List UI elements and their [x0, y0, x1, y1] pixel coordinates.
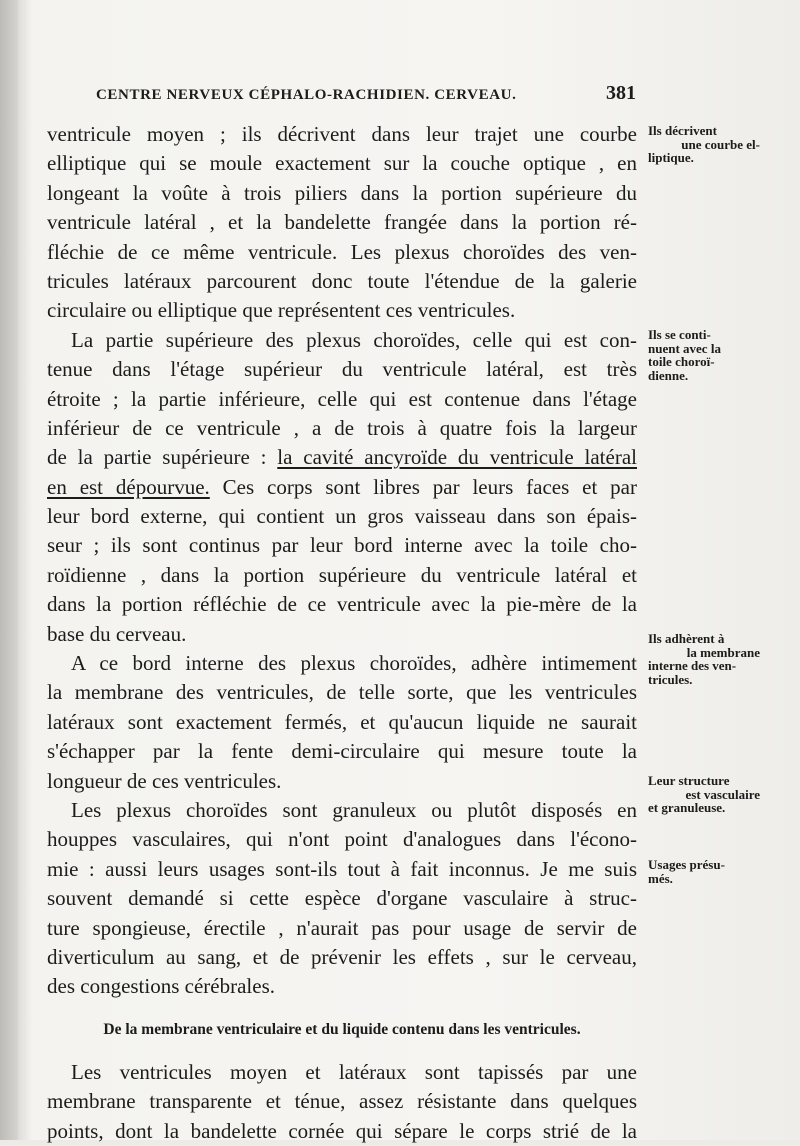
text-line: points, dont la bandelette cornée qui sépare le corps strié de la — [47, 1118, 637, 1143]
margin-note-line: liptique. — [648, 150, 694, 165]
margin-note-line: Ils décrivent — [648, 123, 717, 138]
margin-note-line: et granuleuse. — [648, 800, 726, 815]
text-line: longueur de ces ventricules. — [47, 768, 282, 793]
margin-note-line: nuent avec la — [648, 340, 721, 356]
margin-note-structure — [648, 774, 760, 815]
margin-note-line: est vasculaire — [685, 786, 760, 802]
margin-note-line: toile choroï- — [648, 354, 715, 369]
text-line: dans la portion réfléchie de ce ventricule avec la pie-mère de la — [47, 592, 637, 617]
text-fragment: de la partie supérieure : — [47, 445, 278, 470]
margin-note-usages — [648, 858, 760, 885]
text-line: s'échapper par la fente demi-circulaire qui mesure toute la — [47, 739, 637, 764]
text-line: diverticulum au sang, et de prévenir les effets , sur le cerveau, — [47, 944, 637, 969]
text-line: mie : aussi leurs usages sont-ils tout à fait inconnus. Je me suis — [47, 856, 637, 881]
margin-note-courbe — [648, 124, 760, 165]
running-title: CENTRE NERVEUX CÉPHALO-RACHIDIEN. CERVEAU. — [96, 87, 517, 103]
text-line: Les ventricules moyen et latéraux sont tapissés par une — [71, 1059, 637, 1084]
text-line: la membrane des ventricules, de telle sorte, que les ventricules — [47, 680, 637, 705]
text-line: tricules latéraux parcourent donc toute l'étendue de la galerie — [47, 268, 637, 293]
text-line: ventricule moyen ; ils décrivent dans leur trajet une courbe — [47, 122, 637, 146]
underlined-phrase: en est dépourvue. — [47, 474, 210, 499]
margin-note-line: tricules. — [648, 671, 693, 687]
text-fragment: Ces corps sont libres par leurs faces et par — [209, 474, 637, 499]
text-line: houppes vasculaires, qui n'ont point d'analogues dans l'écono- — [47, 827, 637, 852]
text-line: elliptique qui se moule exactement sur la couche optique , en — [47, 151, 637, 176]
margin-note-line: interne des ven- — [648, 658, 737, 673]
text-line: seur ; ils sont continus par leur bord interne avec la toile cho- — [47, 533, 637, 558]
text-line: souvent demandé si cette espèce d'organe vasculaire à struc- — [47, 886, 637, 911]
margin-note-line: Ils adhèrent à — [648, 631, 725, 646]
margin-note-membrane — [648, 632, 760, 686]
text-line: leur bord externe, qui contient un gros vaisseau dans son épais- — [47, 504, 637, 529]
text-line — [47, 473, 637, 502]
text-line: inférieur de ce ventricule , a de trois à quatre fois la largeur — [47, 415, 637, 440]
page-number: 381 — [606, 82, 636, 104]
text-line: base du cerveau. — [47, 621, 187, 646]
margin-note-toile — [648, 328, 760, 382]
margin-note-line: Leur structure — [648, 773, 730, 788]
margin-note-line: la membrane — [686, 644, 760, 660]
text-line: membrane transparente et ténue, assez résistante dans quelques — [47, 1089, 637, 1114]
text-line: circulaire ou elliptique que représentent ces ventricules. — [47, 298, 516, 323]
text-line: La partie supérieure des plexus choroïdes, celle qui est con- — [71, 327, 637, 352]
section-subheading: De la membrane ventriculaire et du liquide contenu dans les ventricules. — [103, 1020, 581, 1038]
text-line: Les plexus choroïdes sont granuleux ou plutôt disposés en — [71, 797, 637, 822]
text-line: ventricule latéral , et la bandelette frangée dans la portion ré- — [47, 210, 637, 235]
text-line: fléchie de ce même ventricule. Les plexus choroïdes des ven- — [47, 239, 637, 264]
text-line: latéraux sont exactement fermés, et qu'aucun liquide ne saurait — [47, 709, 637, 734]
text-line: roïdienne , dans la portion supérieure du ventricule latéral et — [47, 562, 637, 587]
text-line — [47, 443, 637, 472]
text-line: des congestions cérébrales. — [47, 974, 275, 999]
text-line: tenue dans l'étage supérieur du ventricule latéral, est très — [47, 357, 637, 382]
text-line: A ce bord interne des plexus choroïdes, adhère intimement — [71, 651, 637, 676]
page-binding-edge — [0, 0, 18, 1140]
text-line: ture spongieuse, érectile , n'aurait pas pour usage de servir de — [47, 915, 637, 940]
margin-note-line: més. — [648, 870, 673, 886]
margin-note-line: Ils se conti- — [648, 327, 711, 342]
running-header — [96, 82, 636, 105]
margin-note-line: Usages présu- — [648, 857, 725, 872]
main-text — [47, 120, 637, 1146]
margin-note-line: une courbe el- — [681, 136, 760, 152]
text-line: étroite ; la partie inférieure, celle qui est contenue dans l'étage — [47, 386, 637, 411]
underlined-phrase: la cavité ancyroïde du ventricule latéral — [277, 445, 637, 470]
text-line: longeant la voûte à trois piliers dans la portion supérieure du — [47, 180, 637, 205]
margin-note-line: dienne. — [648, 367, 689, 383]
